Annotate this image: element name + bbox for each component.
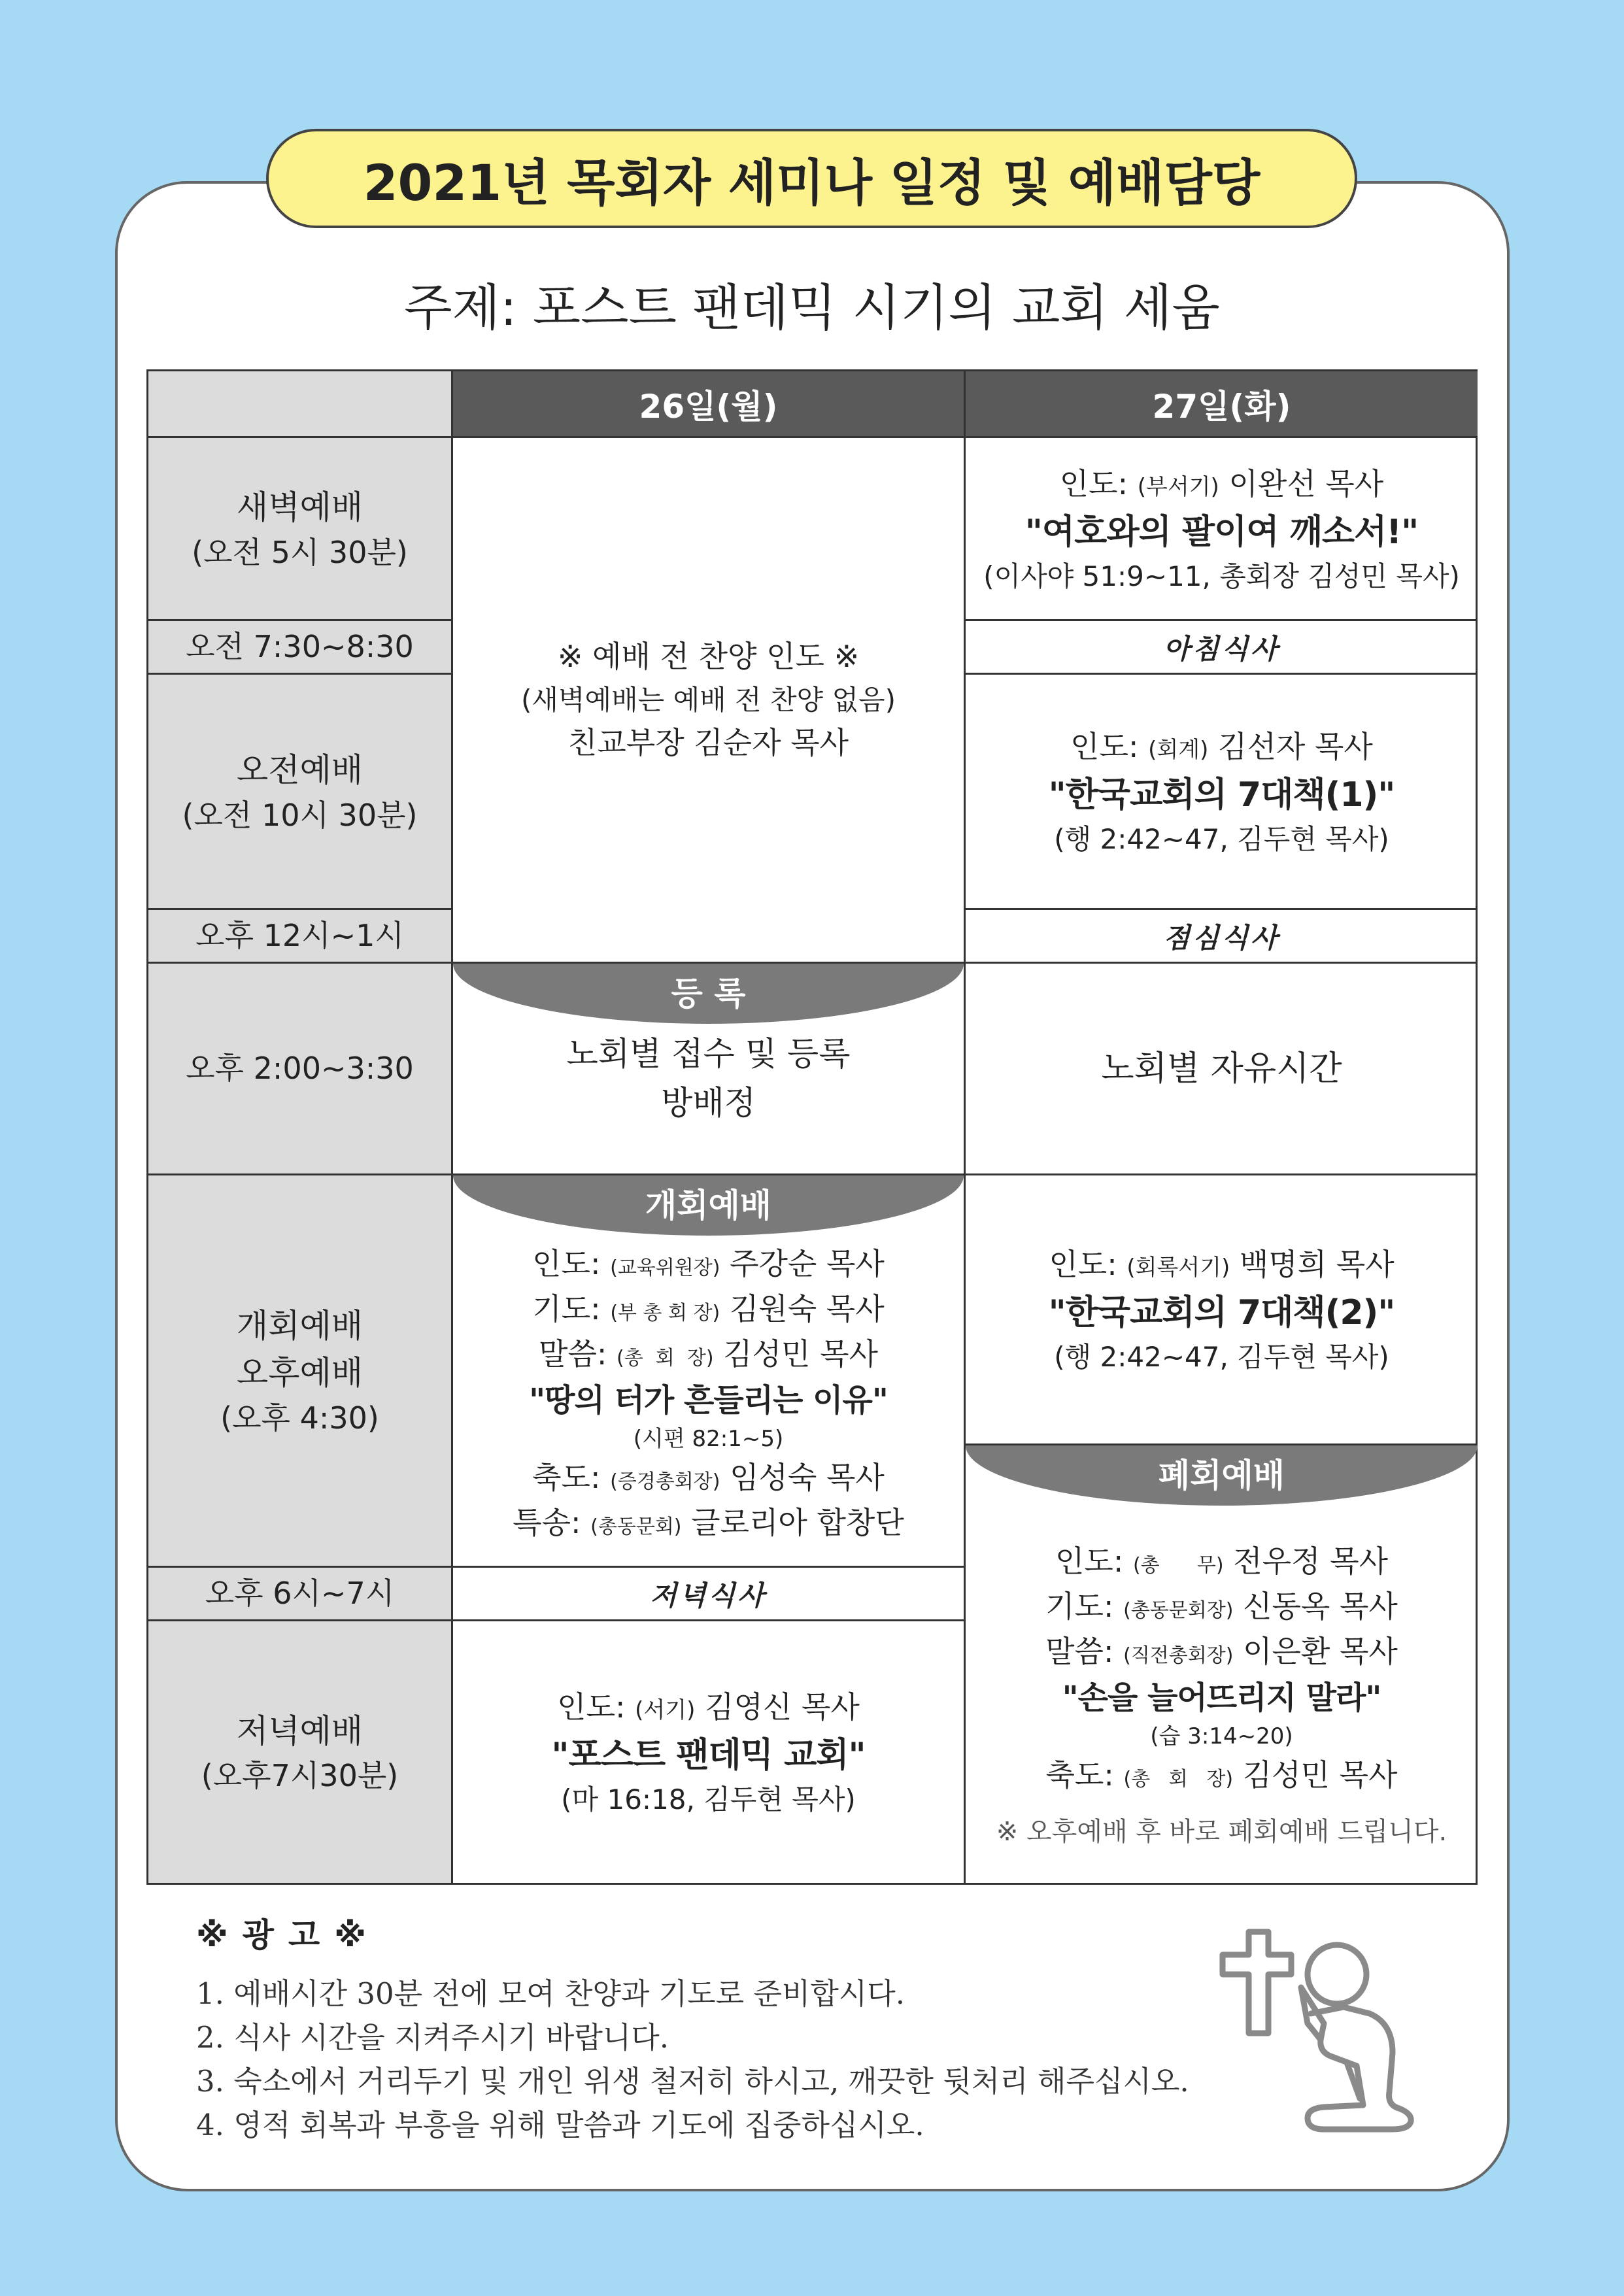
announcement-item: 1. 예배시간 30분 전에 모여 찬양과 기도로 준비합시다. bbox=[196, 1976, 905, 2011]
closing-lead: 인도: (총 무) 전우정 목사 bbox=[1055, 1544, 1389, 1579]
row-afternoon-time: 오후 2:00~3:30 bbox=[186, 1051, 414, 1087]
closing-prayer: 기도: (총동문회장) 신동옥 목사 bbox=[1045, 1589, 1398, 1625]
opening-banner: 개회예배 bbox=[453, 1175, 964, 1236]
column-header-day2 bbox=[966, 371, 1478, 438]
opening-blessing: 축도: (증경총회장) 임성숙 목사 bbox=[532, 1459, 885, 1495]
row-opening bbox=[148, 1175, 453, 1568]
breakfast-label: 아침식사 bbox=[1163, 632, 1280, 665]
day2-free-cell bbox=[966, 964, 1478, 1175]
announcement-item: 4. 영적 회복과 부흥을 위해 말씀과 기도에 집중하십시오. bbox=[196, 2108, 924, 2142]
row-opening-name2: 오후예배 bbox=[236, 1354, 364, 1393]
praying-person-icon bbox=[1203, 1925, 1425, 2135]
page-title: 2021년 목회자 세미나 일정 및 예배담당 bbox=[266, 129, 1357, 228]
announcement-item: 2. 식사 시간을 지켜주시기 바랍니다. bbox=[196, 2020, 669, 2055]
day2-closing-cell bbox=[966, 1443, 1478, 1883]
morning-lead: 인도: (회계) 김선자 목사 bbox=[1070, 728, 1373, 764]
day1-label: 26일(월) bbox=[639, 387, 778, 426]
dawn-sermon: "여호와의 팔이여 깨소서!" bbox=[1024, 512, 1419, 552]
announcements bbox=[196, 1909, 1189, 2147]
opening-word: 말씀: (총 회 장) 김성민 목사 bbox=[539, 1336, 878, 1372]
day2-dawn-cell bbox=[966, 438, 1478, 621]
row-evening-time: (오후7시30분) bbox=[201, 1758, 399, 1794]
row-lunch bbox=[148, 910, 453, 964]
dawn-ref: (이사야 51:9~11, 총회장 김성민 목사) bbox=[983, 560, 1460, 592]
evening-sermon: "포스트 팬데믹 교회" bbox=[551, 1736, 866, 1776]
row-evening bbox=[148, 1621, 453, 1883]
closing-scripture: (습 3:14~20) bbox=[1150, 1723, 1293, 1750]
day2-afternoon-cell bbox=[966, 1175, 1478, 1443]
registration-line2: 방배정 bbox=[661, 1083, 756, 1122]
row-opening-name1: 개회예배 bbox=[236, 1306, 364, 1345]
day2-breakfast-cell bbox=[966, 621, 1478, 675]
free-time-label: 노회별 자유시간 bbox=[1101, 1049, 1342, 1089]
registration-line1: 노회별 접수 및 등록 bbox=[566, 1034, 851, 1073]
row-dawn-time: (오전 5시 30분) bbox=[192, 534, 408, 570]
row-breakfast-time: 오전 7:30~8:30 bbox=[186, 629, 414, 665]
day1-registration-cell bbox=[453, 964, 966, 1175]
registration-banner: 등 록 bbox=[453, 964, 964, 1024]
closing-sermon: "손을 늘어뜨리지 말라" bbox=[1062, 1680, 1381, 1717]
dawn-lead: 인도: (부서기) 이완선 목사 bbox=[1059, 465, 1384, 501]
corner-cell bbox=[148, 371, 453, 438]
row-lunch-time: 오후 12시~1시 bbox=[195, 918, 404, 954]
morning-sermon: "한국교회의 7대책(1)" bbox=[1048, 775, 1395, 815]
day1-praise-cell bbox=[453, 438, 966, 964]
announcement-item: 3. 숙소에서 거리두기 및 개인 위생 철저히 하시고, 깨끗한 뒷처리 해주십시오. bbox=[196, 2064, 1189, 2099]
closing-word: 말씀: (직전총회장) 이은환 목사 bbox=[1045, 1634, 1398, 1670]
closing-banner: 폐회예배 bbox=[966, 1445, 1478, 1506]
day1-evening-cell bbox=[453, 1621, 966, 1883]
theme-subtitle: 주제: 포스트 팬데믹 시기의 교회 세움 bbox=[404, 279, 1220, 337]
opening-prayer: 기도: (부 총 회 장) 김원숙 목사 bbox=[532, 1291, 885, 1327]
evening-lead: 인도: (서기) 김영신 목사 bbox=[557, 1689, 860, 1725]
day2-label: 27일(화) bbox=[1152, 387, 1291, 426]
row-dawn bbox=[148, 438, 453, 621]
opening-lead: 인도: (교육위원장) 주강순 목사 bbox=[532, 1246, 885, 1282]
afternoon-ref: (행 2:42~47, 김두현 목사) bbox=[1054, 1341, 1389, 1374]
row-dinner-time: 오후 6시~7시 bbox=[205, 1576, 395, 1612]
dinner-label: 저녁식사 bbox=[650, 1579, 767, 1612]
closing-blessing: 축도: (총 회 장) 김성민 목사 bbox=[1045, 1757, 1398, 1793]
row-morning-name: 오전예배 bbox=[236, 751, 364, 790]
opening-scripture: (시편 82:1~5) bbox=[633, 1426, 784, 1453]
praise-note: (새벽예배는 예배 전 찬양 없음) bbox=[520, 684, 896, 716]
evening-ref: (마 16:18, 김두현 목사) bbox=[561, 1783, 856, 1816]
row-breakfast bbox=[148, 621, 453, 675]
announcements-title: ※광고※ bbox=[196, 1916, 381, 1954]
row-morning-time: (오전 10시 30분) bbox=[182, 797, 418, 833]
day2-lunch-cell bbox=[966, 910, 1478, 964]
row-afternoon bbox=[148, 964, 453, 1175]
opening-sermon: "땅의 터가 흔들리는 이유" bbox=[529, 1382, 888, 1419]
row-opening-time: (오후 4:30) bbox=[220, 1400, 379, 1436]
morning-ref: (행 2:42~47, 김두현 목사) bbox=[1054, 822, 1389, 855]
praise-title: ※ 예배 전 찬양 인도 ※ bbox=[557, 639, 860, 674]
afternoon-lead: 인도: (회록서기) 백명희 목사 bbox=[1049, 1247, 1395, 1283]
row-evening-name: 저녁예배 bbox=[236, 1712, 364, 1750]
day1-dinner-cell bbox=[453, 1568, 966, 1621]
afternoon-sermon: "한국교회의 7대책(2)" bbox=[1048, 1293, 1395, 1333]
closing-note: ※ 오후예배 후 바로 폐회예배 드립니다. bbox=[996, 1816, 1447, 1847]
lunch-label: 점심식사 bbox=[1163, 921, 1280, 954]
column-header-day1 bbox=[453, 371, 966, 438]
day2-morning-cell bbox=[966, 675, 1478, 910]
row-dawn-name: 새벽예배 bbox=[236, 488, 364, 527]
row-dinner bbox=[148, 1568, 453, 1621]
row-morning bbox=[148, 675, 453, 910]
opening-special-song: 특송: (총동문회) 글로리아 합창단 bbox=[513, 1504, 904, 1540]
day1-opening-cell bbox=[453, 1175, 966, 1568]
schedule-table bbox=[146, 369, 1478, 1885]
praise-leader: 친교부장 김순자 목사 bbox=[567, 725, 849, 760]
